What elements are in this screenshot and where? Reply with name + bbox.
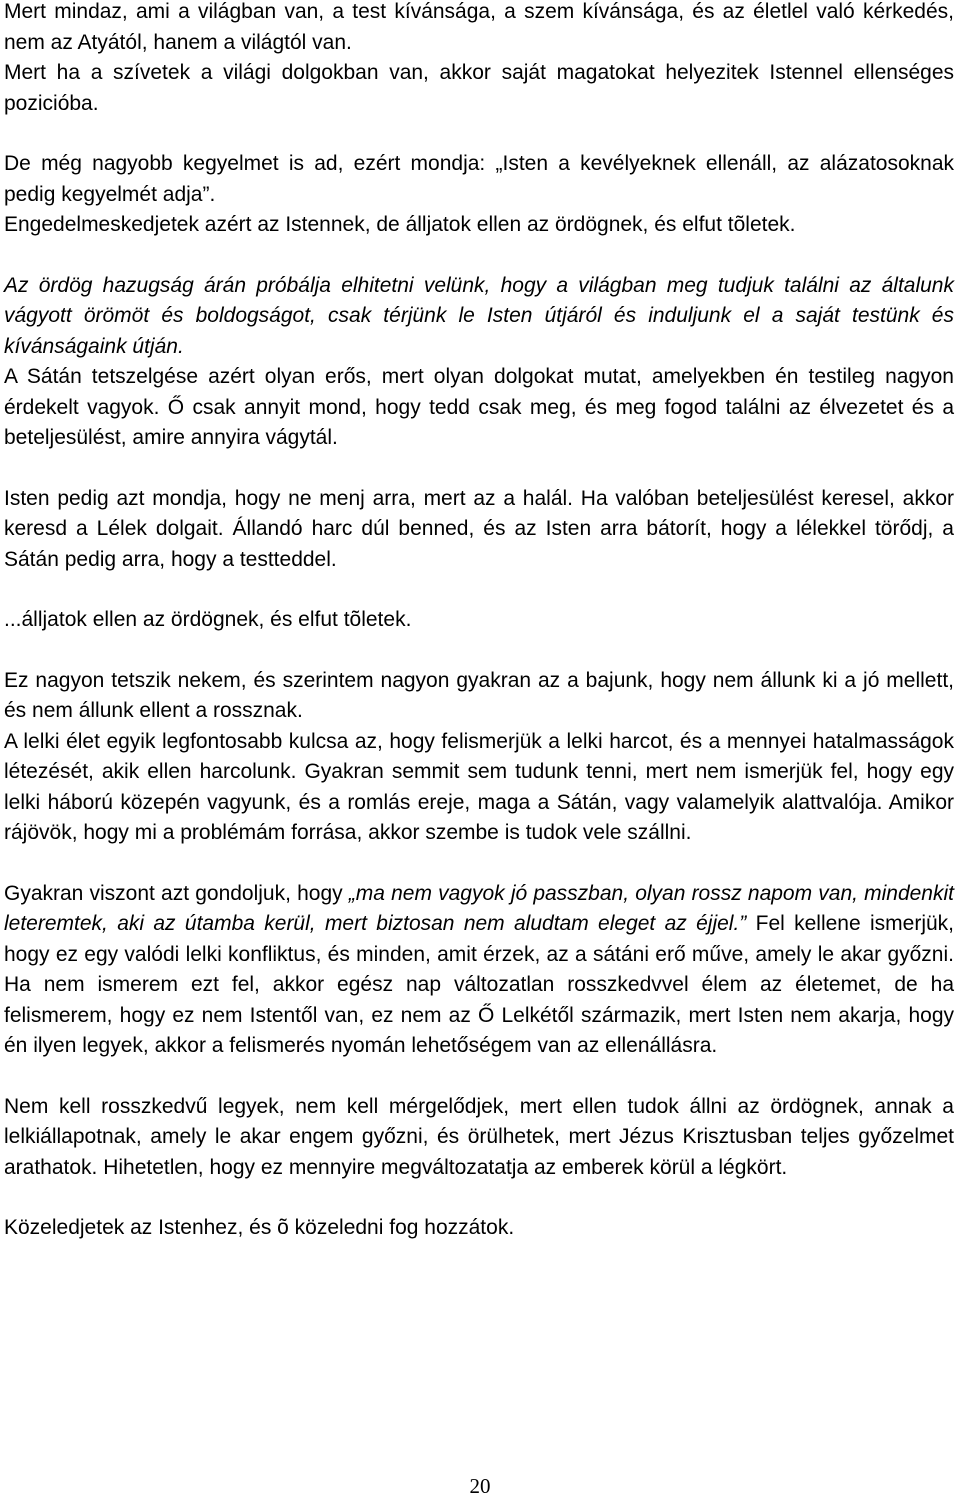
- paragraph-god-says: [4, 484, 954, 576]
- paragraph-bad-mood: [4, 879, 954, 1062]
- text-line: Mert ha a szívetek a világi dolgokban van, akkor saját magatokat helyezitek Istennel ellenséges pozicióba.: [4, 61, 954, 115]
- text-line: A Sátán tetszelgése azért olyan erős, mert olyan dolgokat mutat, amelyekben én testileg nagyon érdekelt vagyok. Ő csak annyit mond, hogy tedd csak meg, és meg fogod találni az élvezetet és a beteljesülést, amire annyira vágytál.: [4, 365, 954, 449]
- paragraph-grace: [4, 149, 954, 241]
- text-line: Nem kell rosszkedvű legyek, nem kell mérgelődjek, mert ellen tudok állni az ördögnek, annak a lelkiállapotnak, amely le akar engem győzni, és örülhetek, mert Jézus Krisztusban teljes győzelmet arathatok. Hihetetlen, hogy ez mennyire megváltozatatja az emberek körül a légkört.: [4, 1094, 954, 1179]
- text-line: ...álljatok ellen az ördögnek, és elfut tõletek.: [4, 608, 412, 631]
- paragraph-victory: [4, 1092, 954, 1184]
- document-page: [4, 0, 954, 1244]
- text-line: Isten pedig azt mondja, hogy ne menj arra, mert az a halál. Ha valóban beteljesülést keresel, akkor keresd a Lélek dolgait. Állandó harc dúl benned, és az Isten arra bátorít, hogy a lélekkel törődj, a Sátán pedig arra, hogy a testteddel.: [4, 486, 954, 571]
- text-line: Mert mindaz, ami a világban van, a test kívánsága, a szem kívánsága, és az életlel való kérkedés, nem az Atyától, hanem a világtól van.: [4, 0, 954, 54]
- paragraph-devil-lies: [4, 271, 954, 454]
- paragraph-draw-near: [4, 1213, 954, 1244]
- text-line: Ez nagyon tetszik nekem, és szerintem nagyon gyakran az a bajunk, hogy nem állunk ki a jó mellett, és nem állunk ellent a rossznak.: [4, 668, 954, 722]
- text-line: A lelki élet egyik legfontosabb kulcsa az, hogy felismerjük a lelki harcot, és a mennyei hatalmasságok létezését, akik ellen harcolunk. Gyakran semmit sem tudunk tenni, mert nem ismerjük fel, hogy egy lelki háború közepén vagyunk, és a romlás ereje, maga a Sátán, vagy valamelyik alattvalója. Amikor rájövök, hogy mi a problémám forrása, akkor szembe is tudok vele szállni.: [4, 729, 954, 844]
- italic-text: Az ördög hazugság árán próbálja elhitetni velünk, hogy a világban meg tudjuk találni az általunk vágyott örömöt és boldogságot, csak térjünk le Isten útjáról és induljunk el a saját testünk és kívánságaink útján.: [4, 273, 954, 358]
- text-line: De még nagyobb kegyelmet is ad, ezért mondja: „Isten a kevélyeknek ellenáll, az alázatosoknak pedig kegyelmét adja”.: [4, 152, 954, 206]
- paragraph-spiritual-battle: [4, 666, 954, 849]
- text-run: Fel kellene ismerjük, hogy ez egy valódi lelki konfliktus, és minden, amit érzek, az a sátáni erő műve, amely le akar győzni. Ha nem ismerem ezt fel, akkor egész nap változatlan rosszkedvvel élem az életemet, de ha felismerem, hogy ez nem Istentől van, ez nem az Ő Lelkétől származik, mert Isten nem akarja, hogy én ilyen legyek, akkor a felismerés nyomán lehetőségem van az ellenállásra.: [4, 912, 955, 1057]
- paragraph-resist-quote: [4, 605, 954, 636]
- paragraph-world-desires: [4, 0, 954, 119]
- text-run: Gyakran viszont azt gondoljuk, hogy: [4, 881, 349, 905]
- page-number: 20: [469, 1474, 491, 1498]
- italic-quote: „ma nem vagyok jó passzban, olyan rossz napom van, mindenkit leteremtek, aki az útamba kerül, mert biztosan nem aludtam eleget az éjjel.”: [4, 881, 954, 935]
- text-line: Engedelmeskedjetek azért az Istennek, de álljatok ellen az ördögnek, és elfut tõletek.: [4, 213, 796, 236]
- text-line: Közeledjetek az Istenhez, és õ közeledni fog hozzátok.: [4, 1216, 515, 1239]
